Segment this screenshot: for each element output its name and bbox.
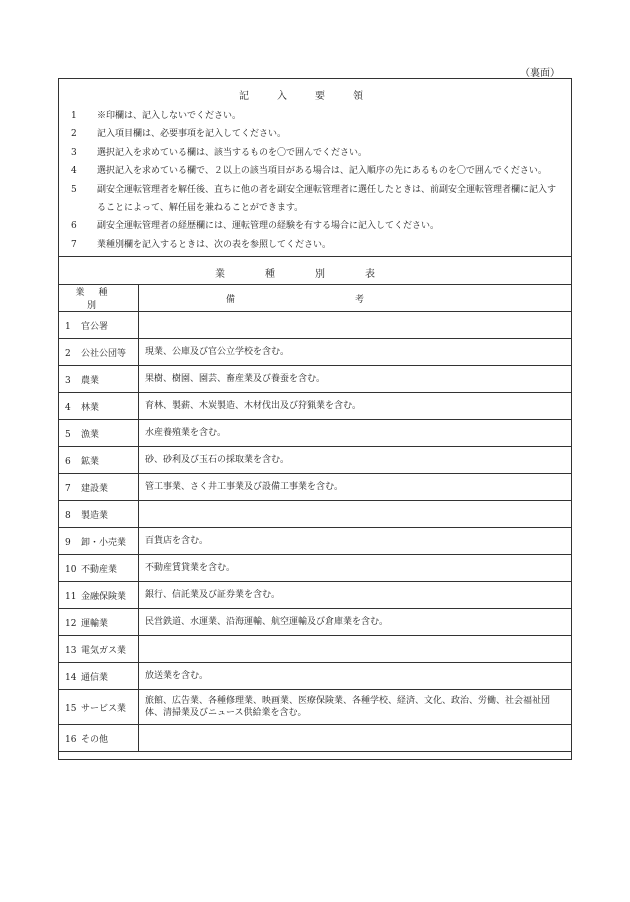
instruction-number: 6	[71, 221, 77, 232]
table-row	[59, 609, 572, 636]
industry-cell	[59, 447, 139, 474]
instruction-text: 副安全運転管理者を解任後、直ちに他の者を副安全運転管理者に選任したときは、前副安全運転管理者欄に記入することによって、解任届を兼ねることができます。	[97, 184, 557, 214]
instruction-number: 3	[71, 147, 77, 158]
note-cell	[139, 636, 572, 663]
industry-cell	[59, 312, 139, 339]
instruction-item	[69, 162, 563, 180]
table-row	[59, 312, 572, 339]
industry-name: 建設業	[81, 483, 109, 494]
industry-table	[58, 284, 572, 752]
row-number: 6	[65, 456, 71, 467]
instruction-number: 4	[71, 166, 77, 177]
row-number: 16	[65, 734, 77, 745]
note-cell: 育林、製薪、木炭製造、木材伐出及び狩猟業を含む。	[139, 393, 572, 420]
industry-cell	[59, 636, 139, 663]
table-row	[59, 690, 572, 725]
instruction-item	[69, 125, 563, 143]
note-cell	[139, 725, 572, 752]
instruction-text: 選択記入を求めている欄で、２以上の該当項目がある場合は、記入順序の先にあるものを〇で囲んでください。	[97, 166, 547, 177]
table-row	[59, 636, 572, 663]
industry-name: 不動産業	[81, 564, 118, 575]
industry-name: 公社公団等	[81, 348, 127, 359]
note-cell: 果樹、樹園、園芸、畜産業及び養蚕を含む。	[139, 366, 572, 393]
table-row	[59, 420, 572, 447]
row-number: 8	[65, 510, 71, 521]
industry-cell	[59, 420, 139, 447]
industry-name: 農業	[81, 375, 100, 386]
instruction-number: 2	[71, 129, 77, 140]
table-row	[59, 474, 572, 501]
industry-name: 通信業	[81, 672, 109, 683]
row-number: 1	[65, 321, 71, 332]
industry-cell	[59, 501, 139, 528]
note-cell: 旅館、広告業、各種修理業、映画業、医療保険業、各種学校、経済、文化、政治、労働、社会福祉団体、清掃業及びニュース供給業を含む。	[139, 690, 572, 725]
instructions-title: 記入要領	[239, 91, 391, 102]
industry-cell	[59, 555, 139, 582]
row-number: 12	[65, 618, 77, 629]
note-cell	[139, 501, 572, 528]
industry-cell	[59, 366, 139, 393]
industry-name: 漁業	[81, 429, 100, 440]
industry-name: 官公署	[81, 321, 109, 332]
note-cell: 銀行、信託業及び証券業を含む。	[139, 582, 572, 609]
industry-name: 鉱業	[81, 456, 100, 467]
instruction-item	[69, 217, 563, 235]
header-note: 備考	[139, 285, 572, 312]
table-row	[59, 393, 572, 420]
table-row	[59, 447, 572, 474]
industry-cell	[59, 339, 139, 366]
note-cell: 民営鉄道、水運業、沿海運輸、航空運輸及び倉庫業を含む。	[139, 609, 572, 636]
industry-cell	[59, 725, 139, 752]
table-row	[59, 582, 572, 609]
row-number: 15	[65, 703, 77, 714]
table-row	[59, 528, 572, 555]
row-number: 9	[65, 537, 71, 548]
industry-cell	[59, 609, 139, 636]
industry-cell	[59, 528, 139, 555]
table-row	[59, 663, 572, 690]
row-number: 2	[65, 348, 71, 359]
note-cell: 現業、公庫及び官公立学校を含む。	[139, 339, 572, 366]
instruction-text: 選択記入を求めている欄は、該当するものを〇で囲んでください。	[97, 147, 368, 158]
note-cell: 水産養殖業を含む。	[139, 420, 572, 447]
industry-name: 卸・小売業	[81, 537, 127, 548]
form-frame	[58, 78, 572, 760]
industry-cell	[59, 663, 139, 690]
industry-cell	[59, 393, 139, 420]
note-cell: 百貨店を含む。	[139, 528, 572, 555]
table-header-row	[59, 285, 572, 312]
instruction-number: 7	[71, 239, 77, 250]
note-cell: 不動産賃貸業を含む。	[139, 555, 572, 582]
row-number: 5	[65, 429, 71, 440]
instruction-number: 1	[71, 111, 77, 121]
row-number: 10	[65, 564, 77, 575]
instructions-list	[59, 107, 571, 254]
note-cell: 放送業を含む。	[139, 663, 572, 690]
industry-name: 金融保険業	[81, 591, 127, 602]
row-number: 14	[65, 672, 77, 683]
industry-name: 製造業	[81, 510, 109, 521]
instruction-text: ※印欄は、記入しないでください。	[97, 111, 242, 121]
industry-name: 運輸業	[81, 618, 109, 629]
instruction-text: 記入項目欄は、必要事項を記入してください。	[97, 129, 287, 140]
industry-cell	[59, 690, 139, 725]
page-side-label: （裏面）	[520, 68, 560, 79]
note-cell: 砂、砂利及び玉石の採取業を含む。	[139, 447, 572, 474]
industry-cell	[59, 582, 139, 609]
table-row	[59, 555, 572, 582]
note-cell	[139, 312, 572, 339]
industry-table-title: 業種別表	[215, 269, 415, 280]
industry-name: サービス業	[81, 703, 127, 714]
row-number: 4	[65, 402, 71, 413]
instruction-item	[69, 181, 563, 218]
industry-name: 林業	[81, 402, 100, 413]
instruction-item	[69, 236, 563, 254]
instruction-text: 業種別欄を記入するときは、次の表を参照してください。	[97, 239, 332, 250]
row-number: 7	[65, 483, 71, 494]
note-cell: 管工事業、さく井工事業及び設備工事業を含む。	[139, 474, 572, 501]
instruction-number: 5	[71, 184, 77, 195]
industry-cell	[59, 474, 139, 501]
row-number: 11	[65, 591, 77, 602]
table-row	[59, 501, 572, 528]
section-divider	[59, 256, 571, 257]
header-industry: 業種別	[59, 285, 139, 312]
instruction-item	[69, 144, 563, 162]
row-number: 13	[65, 645, 77, 656]
table-row	[59, 725, 572, 752]
table-row	[59, 339, 572, 366]
instruction-text: 副安全運転管理者の経歴欄には、運転管理の経験を有する場合に記入してください。	[97, 221, 440, 232]
table-row	[59, 366, 572, 393]
row-number: 3	[65, 375, 71, 386]
industry-name: 電気ガス業	[81, 645, 127, 656]
instruction-item	[69, 107, 563, 125]
industry-name: その他	[81, 734, 109, 745]
